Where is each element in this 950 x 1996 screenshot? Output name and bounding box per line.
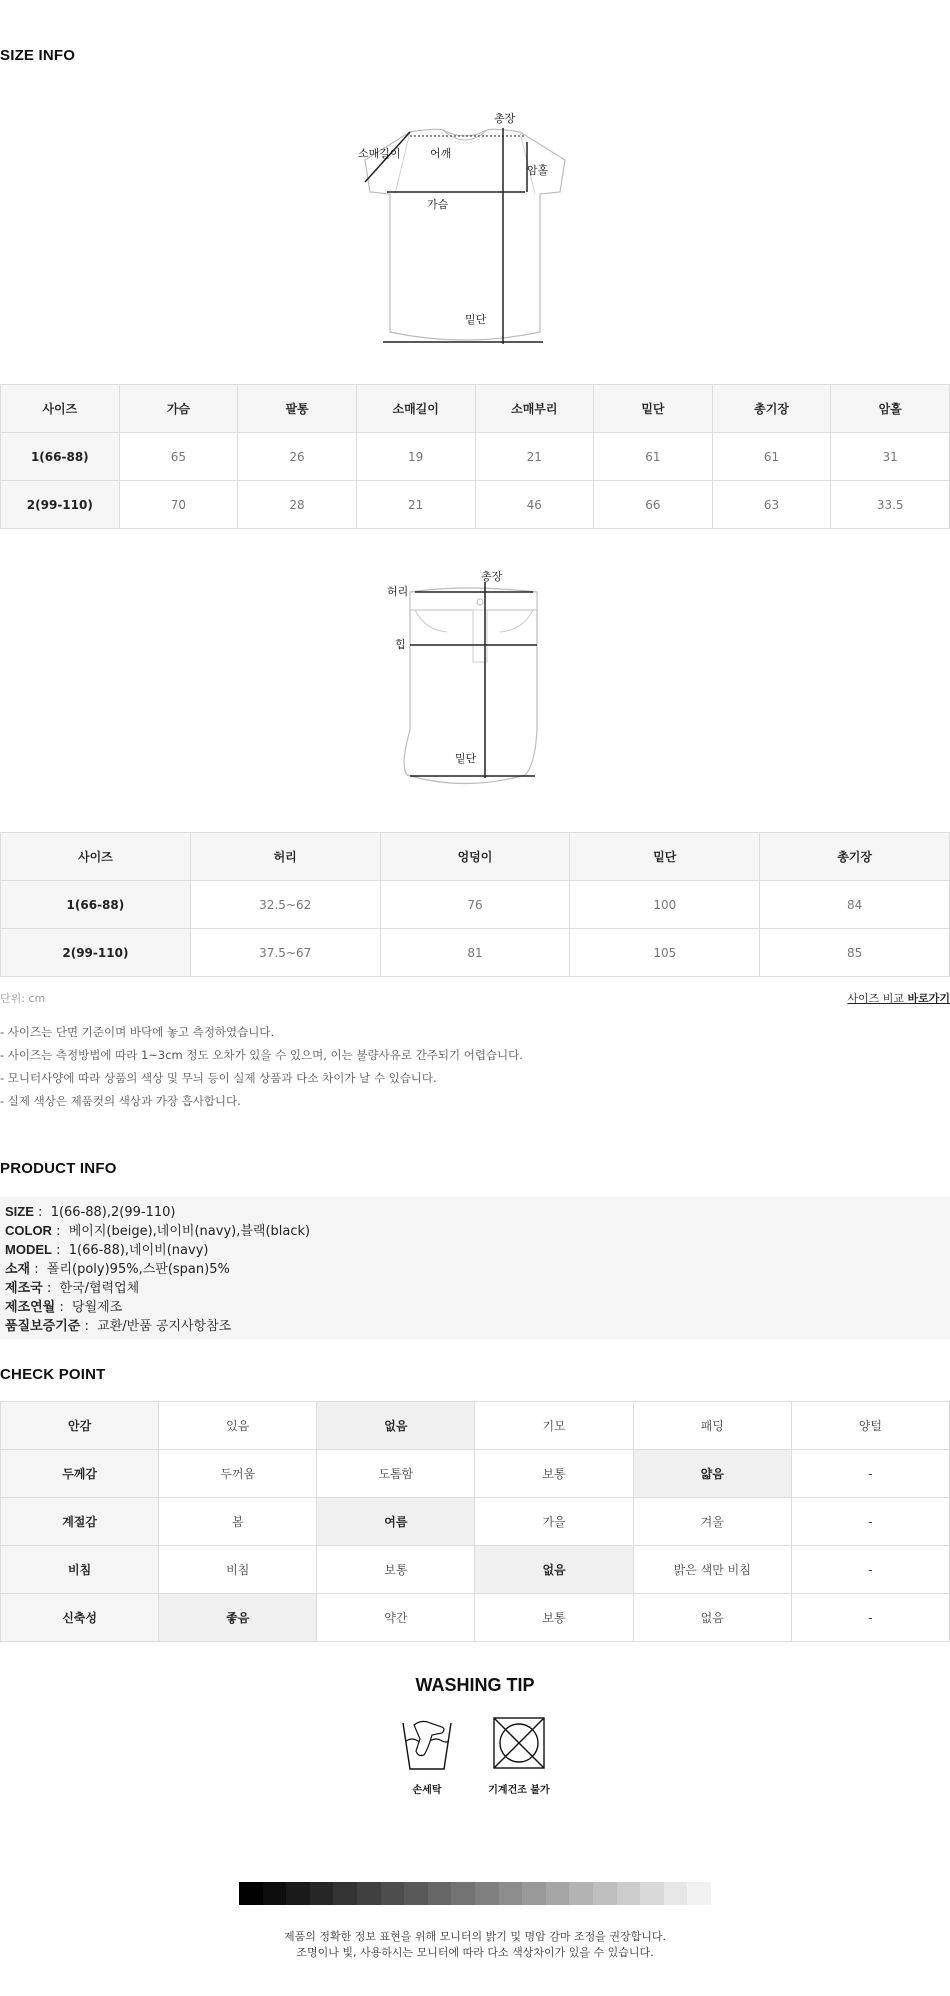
table-header-row: [1, 833, 950, 881]
check-option: 약간: [317, 1594, 475, 1642]
check-option: 도톰함: [317, 1450, 475, 1498]
check-option: 보통: [317, 1546, 475, 1594]
check-point-title: CHECK POINT: [0, 1366, 106, 1383]
check-option: 보통: [475, 1450, 633, 1498]
product-info-key: 제조연월: [5, 1299, 56, 1314]
unit-label: 단위: cm: [0, 992, 46, 1005]
check-option: 봄: [159, 1498, 317, 1546]
hand-wash-label: 손세탁: [412, 1785, 442, 1796]
table-row: [1, 481, 950, 529]
table-cell: 65: [119, 433, 238, 481]
no-tumble-dry-icon: [491, 1715, 547, 1773]
check-option: 가을: [475, 1498, 633, 1546]
disclaimer-line: 조명이나 빛, 사용하시는 모니터에 따라 다소 색상차이가 있을 수 있습니다.: [296, 1946, 654, 1959]
check-label: 두께감: [1, 1450, 159, 1498]
label-shoulder: 어깨: [430, 147, 452, 160]
product-info-value: 한국/협력업체: [59, 1281, 140, 1296]
washing-tip-title: WASHING TIP: [415, 1675, 535, 1695]
grayscale-calibration-bar: [239, 1882, 711, 1905]
label-waist: 허리: [387, 585, 409, 598]
check-option: 비침: [159, 1546, 317, 1594]
product-info-value: 교환/반품 공지사항참조: [97, 1319, 232, 1334]
product-info-row: 소재 : 폴리(poly)95%,스판(span)5%: [5, 1261, 230, 1277]
table-cell: 66: [594, 481, 713, 529]
table-cell: 63: [712, 481, 831, 529]
check-option: -: [791, 1546, 949, 1594]
check-option: 두꺼움: [159, 1450, 317, 1498]
table-cell: 2(99-110): [1, 481, 120, 529]
grayscale-swatch: [475, 1882, 499, 1905]
product-info-key: 제조국: [5, 1280, 43, 1295]
table-cell: 33.5: [831, 481, 950, 529]
check-option: 여름: [317, 1498, 475, 1546]
disclaimer-line: 제품의 정확한 정보 표현을 위해 모니터의 밝기 및 명암 감마 조정을 권장합니다.: [284, 1930, 666, 1943]
top-garment-diagram: [355, 112, 575, 352]
table-header-row: [1, 385, 950, 433]
check-option: 양털: [791, 1402, 949, 1450]
grayscale-swatch: [357, 1882, 381, 1905]
table-header-cell: 소매부리: [475, 385, 594, 433]
check-option: 보통: [475, 1594, 633, 1642]
check-point-table: [0, 1401, 950, 1642]
table-cell: 32.5~62: [190, 881, 380, 929]
table-header-cell: 암홀: [831, 385, 950, 433]
product-info-title: PRODUCT INFO: [0, 1160, 117, 1177]
check-option: 기모: [475, 1402, 633, 1450]
check-option: 있음: [159, 1402, 317, 1450]
product-info-key: 품질보증기준: [5, 1318, 81, 1333]
table-cell: 100: [570, 881, 760, 929]
note-item: - 실제 색상은 제품컷의 색상과 가장 흡사합니다.: [0, 1094, 241, 1108]
size-compare-link[interactable]: [847, 990, 950, 1006]
table-cell: 105: [570, 929, 760, 977]
product-info-value: 폴리(poly)95%,스판(span)5%: [46, 1262, 230, 1277]
no-tumble-dry-label: 기계건조 불가: [488, 1785, 550, 1796]
grayscale-swatch: [333, 1882, 357, 1905]
table-cell: 2(99-110): [1, 929, 191, 977]
table-header-cell: 소매길이: [356, 385, 475, 433]
check-option: 없음: [475, 1546, 633, 1594]
product-info-value: 베이지(beige),네이비(navy),블랙(black): [68, 1224, 311, 1239]
table-row: [1, 1498, 950, 1546]
label-sleeve-length: 소매길이: [358, 147, 401, 160]
note-item: - 사이즈는 단면 기준이며 바닥에 놓고 측정하였습니다.: [0, 1025, 275, 1039]
product-info-key: COLOR: [5, 1223, 52, 1238]
size-notes: [0, 1021, 523, 1113]
grayscale-swatch: [546, 1882, 570, 1905]
check-option: -: [791, 1594, 949, 1642]
table-row: [1, 1402, 950, 1450]
table-header-cell: 밑단: [594, 385, 713, 433]
skirt-diagram: [385, 570, 545, 792]
grayscale-swatch: [640, 1882, 664, 1905]
table-header-cell: 엉덩이: [380, 833, 570, 881]
check-option: -: [791, 1498, 949, 1546]
table-cell: 46: [475, 481, 594, 529]
check-label: 안감: [1, 1402, 159, 1450]
table-cell: 1(66-88): [1, 433, 120, 481]
skirt-size-table: [0, 832, 950, 977]
product-info-key: MODEL: [5, 1242, 52, 1257]
table-cell: 21: [475, 433, 594, 481]
check-label: 계절감: [1, 1498, 159, 1546]
table-cell: 1(66-88): [1, 881, 191, 929]
grayscale-swatch: [664, 1882, 688, 1905]
monitor-disclaimer: [0, 1929, 950, 1961]
table-row: [1, 1594, 950, 1642]
label-hip: 힙: [395, 638, 406, 651]
table-cell: 37.5~67: [190, 929, 380, 977]
table-cell: 76: [380, 881, 570, 929]
table-cell: 85: [760, 929, 950, 977]
grayscale-swatch: [617, 1882, 641, 1905]
check-option: 없음: [317, 1402, 475, 1450]
check-label: 비침: [1, 1546, 159, 1594]
product-info-row: 제조연월 : 당월제조: [5, 1299, 123, 1315]
grayscale-swatch: [428, 1882, 452, 1905]
check-option: 겨울: [633, 1498, 791, 1546]
table-header-cell: 총기장: [760, 833, 950, 881]
table-row: [1, 433, 950, 481]
table-cell: 61: [594, 433, 713, 481]
grayscale-swatch: [310, 1882, 334, 1905]
grayscale-swatch: [263, 1882, 287, 1905]
product-info-row: 제조국 : 한국/협력업체: [5, 1280, 140, 1296]
product-info-row: MODEL : 1(66-88),네이비(navy): [5, 1242, 209, 1258]
grayscale-swatch: [381, 1882, 405, 1905]
label-total-length: 총장: [494, 112, 516, 125]
size-compare-go: 바로가기: [907, 992, 950, 1005]
table-header-cell: 허리: [190, 833, 380, 881]
table-cell: 70: [119, 481, 238, 529]
product-info-value: 1(66-88),네이비(navy): [68, 1243, 209, 1258]
table-cell: 28: [238, 481, 357, 529]
table-header-cell: 사이즈: [1, 833, 191, 881]
product-info-row: SIZE : 1(66-88),2(99-110): [5, 1204, 176, 1220]
table-row: [1, 881, 950, 929]
size-info-title: SIZE INFO: [0, 47, 76, 64]
hand-wash-item: [396, 1715, 458, 1796]
table-header-cell: 밑단: [570, 833, 760, 881]
label-skirt-total-length: 총장: [481, 570, 503, 583]
check-option: 없음: [633, 1594, 791, 1642]
grayscale-swatch: [569, 1882, 593, 1905]
table-cell: 31: [831, 433, 950, 481]
label-hem: 밑단: [465, 313, 487, 326]
grayscale-swatch: [404, 1882, 428, 1905]
table-cell: 19: [356, 433, 475, 481]
grayscale-swatch: [286, 1882, 310, 1905]
product-info-value: 당월제조: [72, 1300, 123, 1315]
table-header-cell: 가슴: [119, 385, 238, 433]
top-size-table: [0, 384, 950, 529]
check-label: 신축성: [1, 1594, 159, 1642]
table-cell: 26: [238, 433, 357, 481]
grayscale-swatch: [239, 1882, 263, 1905]
table-row: [1, 1450, 950, 1498]
product-info-row: COLOR : 베이지(beige),네이비(navy),블랙(black): [5, 1223, 311, 1239]
grayscale-swatch: [451, 1882, 475, 1905]
check-option: 밝은 색만 비침: [633, 1546, 791, 1594]
table-header-cell: 총기장: [712, 385, 831, 433]
hand-wash-icon: [400, 1715, 454, 1773]
note-item: - 사이즈는 측정방법에 따라 1~3cm 정도 오차가 있을 수 있으며, 이는 불량사유로 간주되기 어렵습니다.: [0, 1048, 523, 1062]
table-cell: 21: [356, 481, 475, 529]
check-option: 좋음: [159, 1594, 317, 1642]
check-option: 패딩: [633, 1402, 791, 1450]
product-info-box: [0, 1197, 950, 1339]
table-cell: 84: [760, 881, 950, 929]
product-info-value: 1(66-88),2(99-110): [50, 1205, 176, 1220]
product-info-key: 소재: [5, 1261, 31, 1276]
grayscale-swatch: [522, 1882, 546, 1905]
product-info-key: SIZE: [5, 1204, 34, 1219]
table-cell: 81: [380, 929, 570, 977]
grayscale-swatch: [687, 1882, 711, 1905]
grayscale-swatch: [499, 1882, 523, 1905]
table-row: [1, 1546, 950, 1594]
label-armhole: 암홀: [527, 164, 549, 177]
check-option: 얇음: [633, 1450, 791, 1498]
check-option: -: [791, 1450, 949, 1498]
note-item: - 모니터사양에 따라 상품의 색상 및 무늬 등이 실제 상품과 다소 차이가 날 수 있습니다.: [0, 1071, 437, 1085]
label-chest: 가슴: [427, 198, 449, 211]
table-header-cell: 사이즈: [1, 385, 120, 433]
table-cell: 61: [712, 433, 831, 481]
product-info-row: 품질보증기준 : 교환/반품 공지사항참조: [5, 1318, 232, 1334]
grayscale-swatch: [593, 1882, 617, 1905]
size-compare-prefix: 사이즈 비교: [847, 992, 908, 1005]
table-header-cell: 팔통: [238, 385, 357, 433]
no-tumble-dry-item: [484, 1715, 554, 1796]
table-row: [1, 929, 950, 977]
label-skirt-hem: 밑단: [455, 752, 477, 765]
